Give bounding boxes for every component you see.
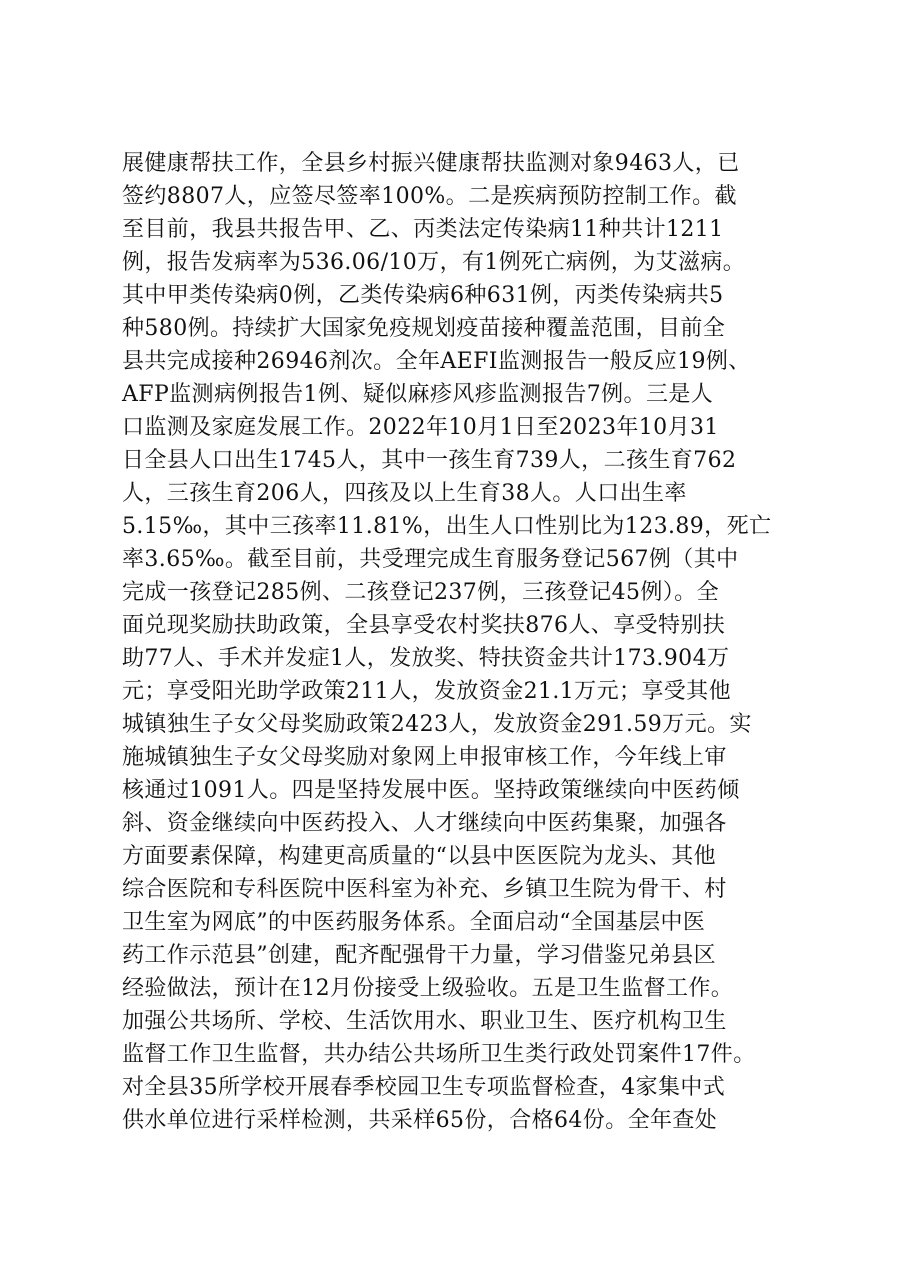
text-line: 方面要素保障，构建更高质量的“以县中医医院为龙头、其他 — [122, 844, 717, 869]
text-line: 卫生室为网底”的中医药服务体系。全面启动“全国基层中医 — [122, 910, 706, 935]
text-line: 面兑现奖励扶助政策，全县享受农村奖扶876人、享受特别扶 — [122, 613, 726, 638]
text-line: AFP监测病例报告1例、疑似麻疹风疹监测报告7例。三是人 — [122, 382, 714, 407]
body-text — [122, 147, 822, 1137]
text-line: 率3.65‰。截至目前，共受理完成生育服务登记567例（其中 — [122, 547, 739, 572]
text-line: 施城镇独生子女父母奖励对象网上申报审核工作，今年线上审 — [122, 745, 727, 770]
text-line: 5.15‰，其中三孩率11.81%，出生人口性别比为123.89，死亡 — [122, 514, 772, 539]
text-line: 展健康帮扶工作，全县乡村振兴健康帮扶监测对象9463人，已 — [122, 151, 740, 176]
text-line: 元；享受阳光助学政策211人，发放资金21.1万元；享受其他 — [122, 679, 731, 704]
text-line: 县共完成接种26946剂次。全年AEFI监测报告一般反应19例、 — [122, 349, 751, 374]
text-line: 其中甲类传染病0例，乙类传染病6种631例，丙类传染病共5 — [122, 283, 724, 308]
text-line: 药工作示范县”创建，配齐配强骨干力量，学习借鉴兄弟县区 — [122, 943, 717, 968]
text-line: 至目前，我县共报告甲、乙、丙类法定传染病11种共计1211 — [122, 217, 724, 242]
text-line: 核通过1091人。四是坚持发展中医。坚持政策继续向中医药倾 — [122, 778, 740, 803]
text-line: 城镇独生子女父母奖励政策2423人，发放资金291.59万元。实 — [122, 712, 752, 737]
text-line: 供水单位进行采样检测，共采样65份，合格64份。全年查处 — [122, 1108, 718, 1133]
text-line: 对全县35所学校开展春季校园卫生专项监督检查，4家集中式 — [122, 1075, 726, 1100]
text-line: 种580例。持续扩大国家免疫规划疫苗接种覆盖范围，目前全 — [122, 316, 726, 341]
text-line: 监督工作卫生监督，共办结公共场所卫生类行政处罚案件17件。 — [122, 1042, 756, 1067]
text-line: 助77人、手术并发症1人，发放奖、特扶资金共计173.904万 — [122, 646, 730, 671]
text-line: 加强公共场所、学校、生活饮用水、职业卫生、医疗机构卫生 — [122, 1009, 727, 1034]
text-line: 日全县人口出生1745人，其中一孩生育739人，二孩生育762 — [122, 448, 737, 473]
text-line: 斜、资金继续向中医药投入、人才继续向中医药集聚，加强各 — [122, 811, 727, 836]
text-line: 经验做法，预计在12月份接受上级验收。五是卫生监督工作。 — [122, 976, 734, 1001]
text-line: 完成一孩登记285例、二孩登记237例，三孩登记45例）。全 — [122, 580, 719, 605]
text-line: 签约8807人，应签尽签率100%。二是疾病预防控制工作。截 — [122, 184, 737, 209]
text-line: 口监测及家庭发展工作。2022年10月1日至2023年10月31 — [122, 415, 719, 440]
text-line: 例，报告发病率为536.06/10万，有1例死亡病例，为艾滋病。 — [122, 250, 746, 275]
text-line: 综合医院和专科医院中医科室为补充、乡镇卫生院为骨干、村 — [122, 877, 727, 902]
text-line: 人，三孩生育206人，四孩及以上生育38人。人口出生率 — [122, 481, 687, 506]
